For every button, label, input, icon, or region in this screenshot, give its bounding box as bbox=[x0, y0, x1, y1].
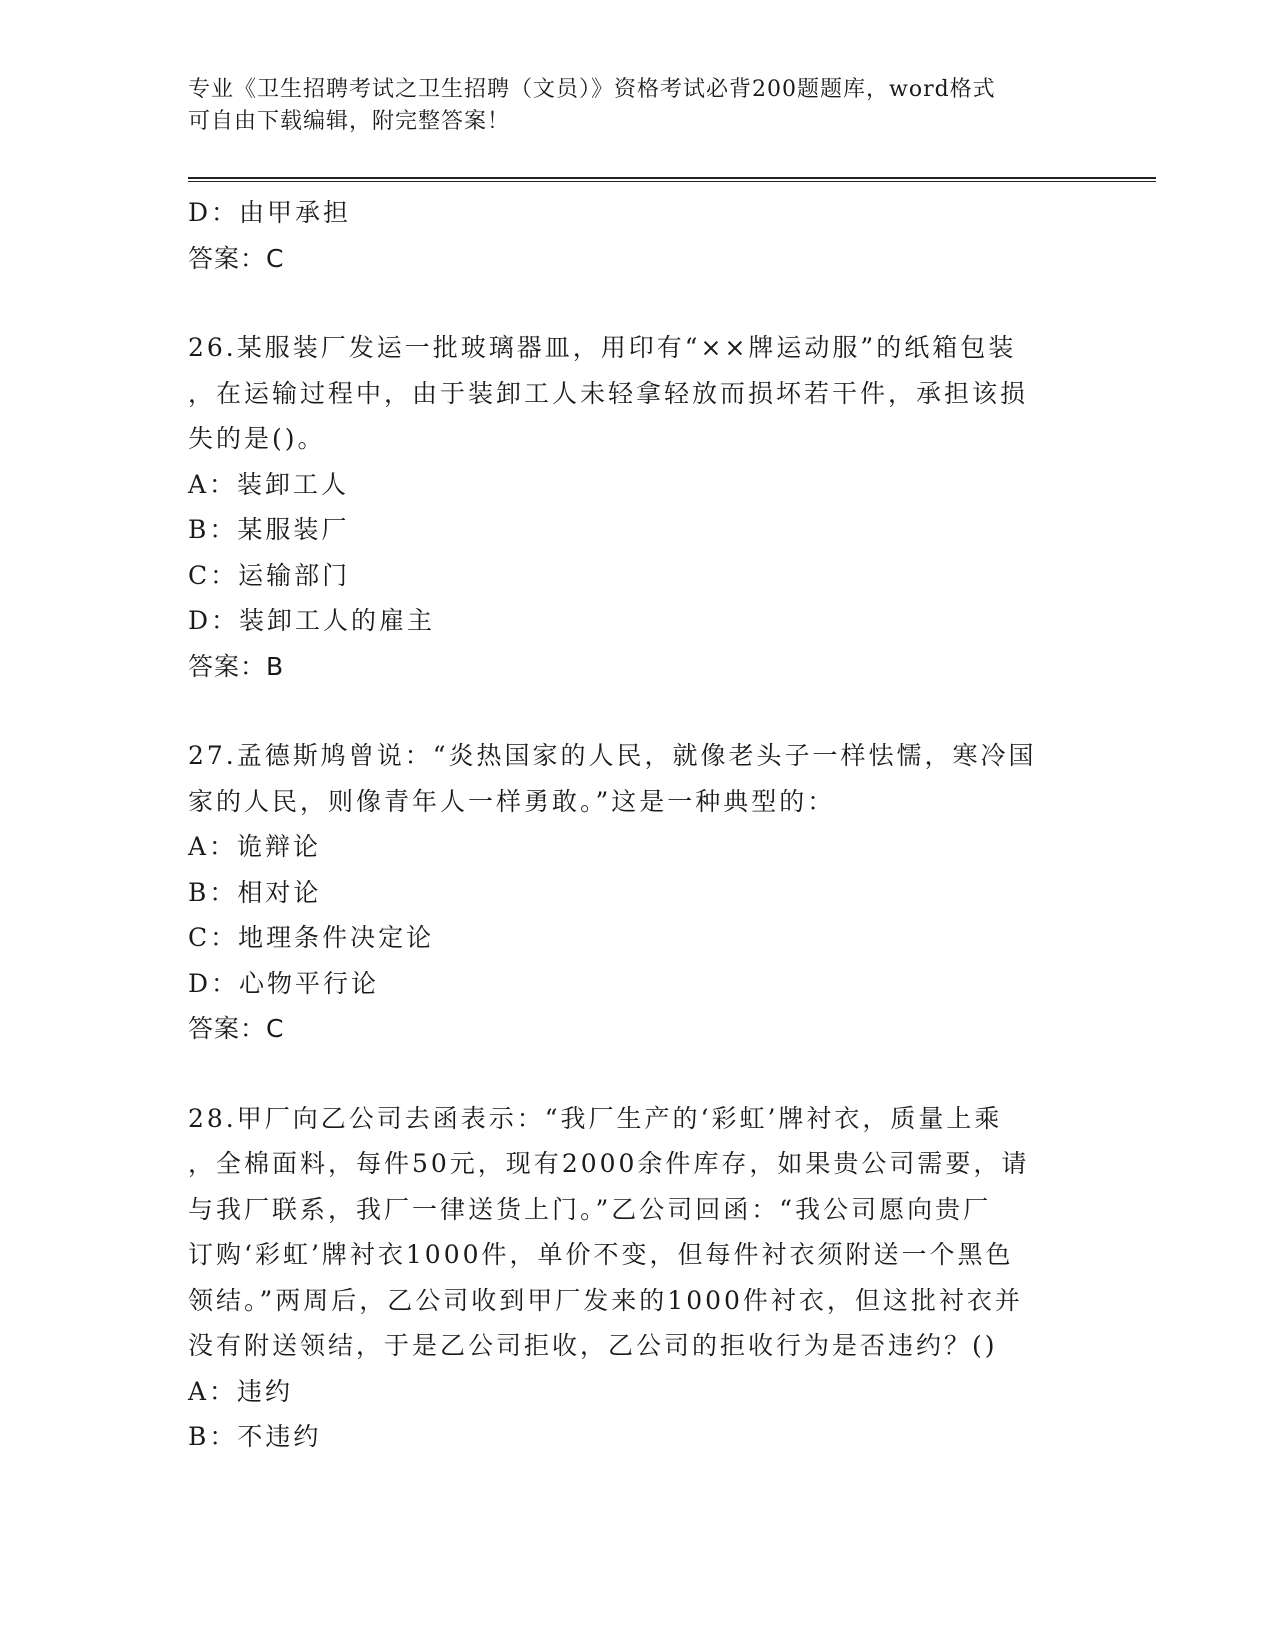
question-stem-line: ，全棉面料，每件50元，现有2000余件库存，如果贵公司需要，请 bbox=[188, 1149, 1030, 1178]
prev-option-d: D：由甲承担 bbox=[188, 198, 352, 227]
spacer bbox=[188, 1052, 1088, 1096]
option-d: D：装卸工人的雇主 bbox=[188, 606, 436, 635]
option-d: D：心物平行论 bbox=[188, 968, 380, 998]
option-a: A：诡辩论 bbox=[188, 832, 322, 861]
answer: 答案：B bbox=[188, 651, 285, 681]
question-stem-line: 失的是()。 bbox=[188, 424, 326, 453]
option-b: B：相对论 bbox=[188, 877, 322, 907]
header-divider bbox=[188, 177, 1156, 182]
question-stem-line: 27.孟德斯鸠曾说：“炎热国家的人民，就像老头子一样怯懦，寒冷国 bbox=[188, 741, 1037, 770]
header-line-1: 专业《卫生招聘考试之卫生招聘（文员）》资格考试必背200题题库，word格式 bbox=[188, 77, 996, 102]
option-a: A：违约 bbox=[188, 1376, 294, 1406]
option-c: C：地理条件决定论 bbox=[188, 923, 435, 952]
question-26 bbox=[188, 325, 1088, 689]
question-stem-line: 领结。”两周后，乙公司收到甲厂发来的1000件衬衣，但这批衬衣并 bbox=[188, 1285, 1023, 1315]
question-stem-line: 与我厂联系，我厂一律送货上门。”乙公司回函：“我公司愿向贵厂 bbox=[188, 1194, 992, 1224]
prev-answer: 答案：C bbox=[188, 243, 285, 273]
option-a: A：装卸工人 bbox=[188, 469, 350, 499]
option-b: B：不违约 bbox=[188, 1422, 322, 1451]
question-stem-line: 28.甲厂向乙公司去函表示：“我厂生产的‘彩虹’牌衬衣，质量上乘 bbox=[188, 1103, 1003, 1133]
question-27 bbox=[188, 733, 1088, 1052]
header-line-2: 可自由下载编辑，附完整答案！ bbox=[188, 109, 511, 134]
option-b: B：某服装厂 bbox=[188, 515, 350, 544]
document-body bbox=[188, 190, 1088, 1460]
option-c: C：运输部门 bbox=[188, 560, 351, 590]
question-stem-line: 没有附送领结，于是乙公司拒收，乙公司的拒收行为是否违约？() bbox=[188, 1331, 998, 1360]
question-stem-line: 家的人民，则像青年人一样勇敢。”这是一种典型的： bbox=[188, 786, 836, 816]
spacer bbox=[188, 689, 1088, 733]
answer: 答案：C bbox=[188, 1014, 285, 1043]
question-stem-line: 订购‘彩虹’牌衬衣1000件，单价不变，但每件衬衣须附送一个黑色 bbox=[188, 1240, 1014, 1269]
document-header bbox=[188, 74, 1068, 138]
question-stem-line: ，在运输过程中，由于装卸工人未轻拿轻放而损坏若干件，承担该损 bbox=[188, 378, 1029, 408]
question-28 bbox=[188, 1096, 1088, 1460]
question-stem-line: 26.某服装厂发运一批玻璃器皿，用印有“××牌运动服”的纸箱包装 bbox=[188, 333, 1017, 362]
spacer bbox=[188, 281, 1088, 325]
